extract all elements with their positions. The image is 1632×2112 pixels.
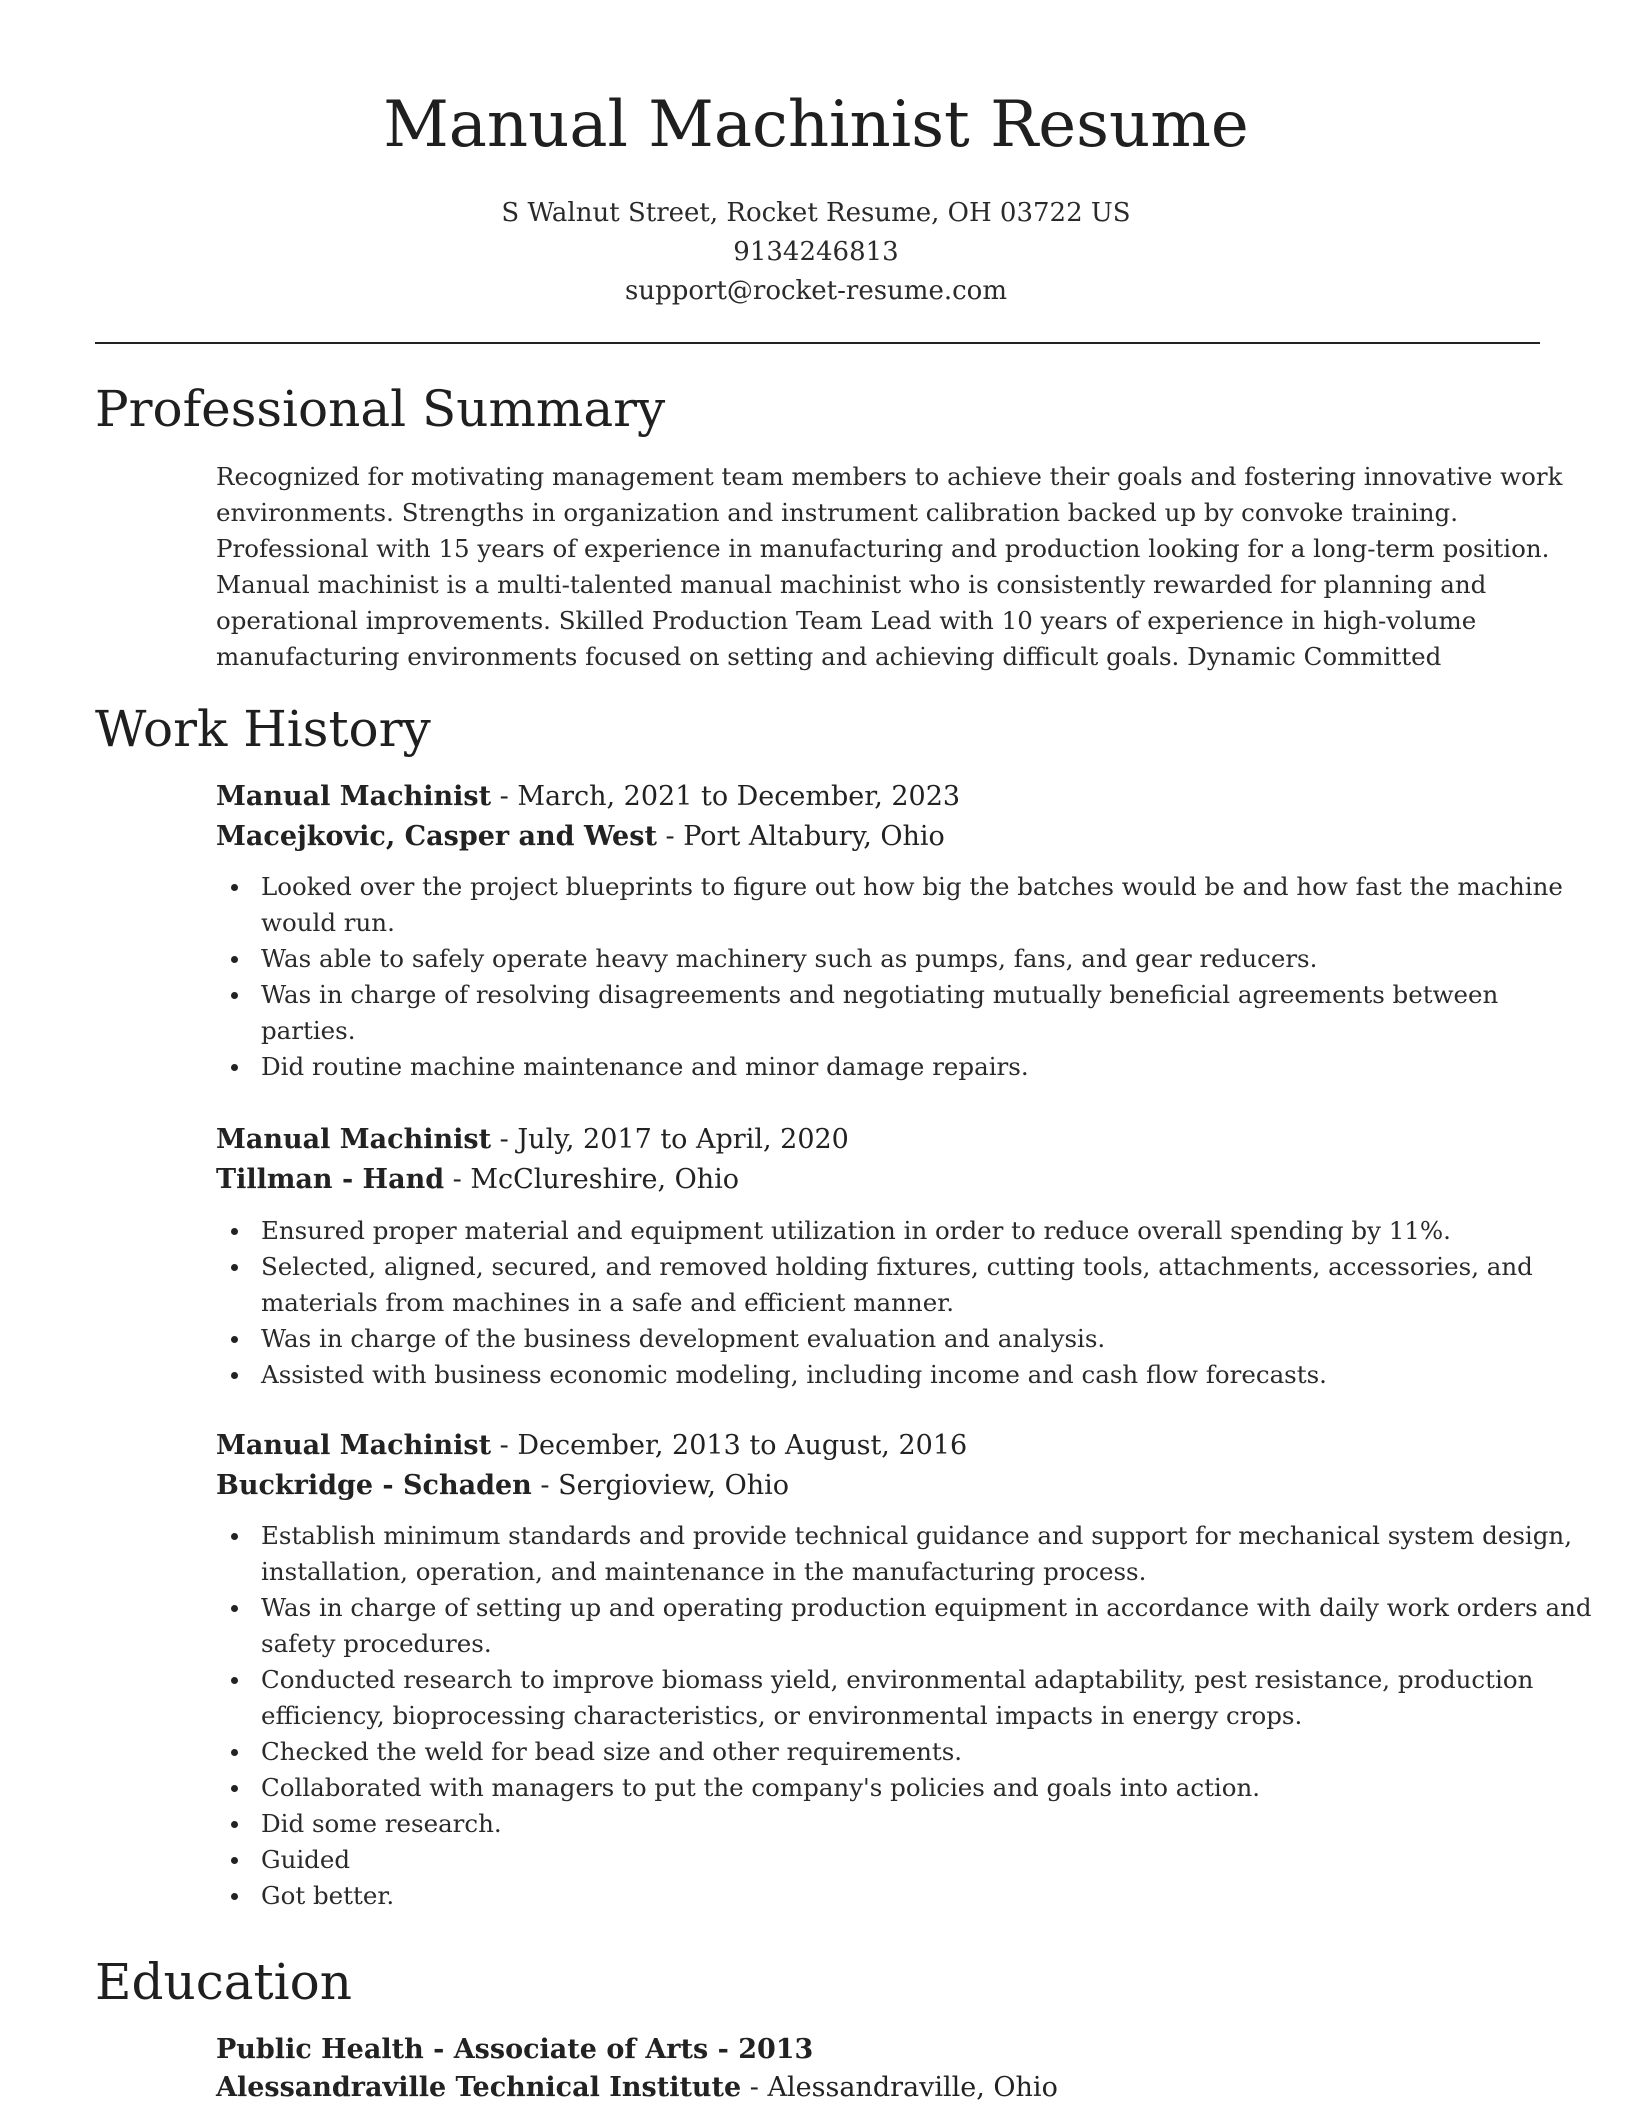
summary-line: environments. Strengths in organization and instrument calibration backed up by convoke training. [216,498,1459,527]
bullet-text: parties. [261,1016,356,1045]
bullet-text: Guided [261,1845,351,1874]
bullet-text: Did routine machine maintenance and minor damage repairs. [261,1052,1029,1081]
bullet-text: safety procedures. [261,1629,492,1658]
section-title-summary: Professional Summary [95,380,666,438]
job-company: Tillman - Hand [216,1164,445,1195]
education-location: - Alessandraville, Ohio [741,2072,1058,2103]
job-bullet [216,1590,1592,1662]
bullet-text: Assisted with business economic modeling, including income and cash flow forecasts. [261,1360,1327,1389]
job-company: Buckridge - Schaden [216,1470,532,1501]
job-bullet [216,1878,1540,1914]
job-location: - Sergioview, Ohio [531,1470,789,1501]
bullet-text: materials from machines in a safe and efficient manner. [261,1288,954,1317]
job-bullet [216,1249,1540,1321]
bullet-text: Got better. [261,1881,395,1910]
job-bullet [216,1518,1572,1590]
job-company: Macejkovic, Casper and West [216,821,657,852]
bullet-text: Was able to safely operate heavy machinery such as pumps, fans, and gear reducers. [261,944,1318,973]
section-title-education: Education [95,1953,352,2011]
bullet-text: Collaborated with managers to put the company's policies and goals into action. [261,1773,1261,1802]
education-degree-line [216,2030,1540,2070]
job-bullet [216,1806,1540,1842]
bullet-text: efficiency, bioprocessing characteristics, or environmental impacts in energy crops. [261,1701,1303,1730]
job-bullet [216,1321,1540,1357]
resume-title: Manual Machinist Resume [383,88,1249,162]
job-position: Manual Machinist [216,1430,492,1461]
education-school-line [216,2068,1540,2108]
bullet-text: would run. [261,908,395,937]
job-title-line [216,777,1540,817]
job-bullet [216,1213,1540,1249]
job-position: Manual Machinist [216,781,492,812]
job-bullet [216,977,1540,1049]
bullet-text: Looked over the project blueprints to figure out how big the batches would be and how fast the machine [261,872,1563,901]
bullet-text: Did some research. [261,1809,502,1838]
summary-line: Manual machinist is a multi-talented manual machinist who is consistently rewarded for planning and [216,570,1487,599]
job-dates: - July, 2017 to April, 2020 [491,1124,849,1155]
job-location: - Port Altabury, Ohio [656,821,945,852]
summary-line: manufacturing environments focused on setting and achieving difficult goals. Dynamic Committed [216,642,1442,671]
job-dates: - December, 2013 to August, 2016 [491,1430,968,1461]
job-bullet [216,941,1540,977]
phone-text: 9134246813 [733,237,899,267]
job-bullet [216,869,1563,941]
bullet-text: Selected, aligned, secured, and removed holding fixtures, cutting tools, attachments, accessories, and [261,1252,1533,1281]
job-bullet [216,1842,1540,1878]
job-location: - McClureshire, Ohio [444,1164,740,1195]
address-text: S Walnut Street, Rocket Resume, OH 03722 US [501,198,1131,228]
job-bullets [216,1213,1540,1393]
job-title-line [216,1120,1540,1160]
job-title-line [216,1426,1540,1466]
summary-line: Professional with 15 years of experience in manufacturing and production looking for a long-term position. [216,534,1550,563]
job-position: Manual Machinist [216,1124,492,1155]
job-bullet [216,1770,1540,1806]
bullet-text: Checked the weld for bead size and other requirements. [261,1737,963,1766]
section-title-work-history: Work History [95,700,431,758]
bullet-text: Was in charge of resolving disagreements and negotiating mutually beneficial agreements between [261,980,1499,1009]
bullet-text: Conducted research to improve biomass yield, environmental adaptability, pest resistance, production [261,1665,1534,1694]
header-divider [95,342,1540,344]
bullet-text: Was in charge of setting up and operating production equipment in accordance with daily work orders and [261,1593,1592,1622]
bullet-text: Was in charge of the business development evaluation and analysis. [261,1324,1106,1353]
summary-line: operational improvements. Skilled Production Team Lead with 10 years of experience in high-volume [216,606,1477,635]
email-text: support@rocket-resume.com [624,276,1007,306]
education-degree: Public Health - Associate of Arts - 2013 [216,2034,814,2065]
job-company-line [216,1466,1540,1506]
summary-paragraph [216,459,1563,675]
job-bullet [216,1049,1540,1085]
job-bullet [216,1357,1540,1393]
job-bullet [216,1734,1540,1770]
bullet-text: Ensured proper material and equipment utilization in order to reduce overall spending by 11%. [261,1216,1451,1245]
job-company-line [216,817,1540,857]
job-dates: - March, 2021 to December, 2023 [491,781,961,812]
bullet-text: installation, operation, and maintenance in the manufacturing process. [261,1557,1147,1586]
job-bullets [216,869,1563,1085]
job-bullets [216,1518,1592,1914]
contact-block [0,194,1632,311]
job-bullet [216,1662,1540,1734]
education-school: Alessandraville Technical Institute [216,2072,742,2103]
bullet-text: Establish minimum standards and provide technical guidance and support for mechanical system design, [261,1521,1572,1550]
summary-line: Recognized for motivating management team members to achieve their goals and fostering innovative work [216,462,1563,491]
job-company-line [216,1160,1540,1200]
